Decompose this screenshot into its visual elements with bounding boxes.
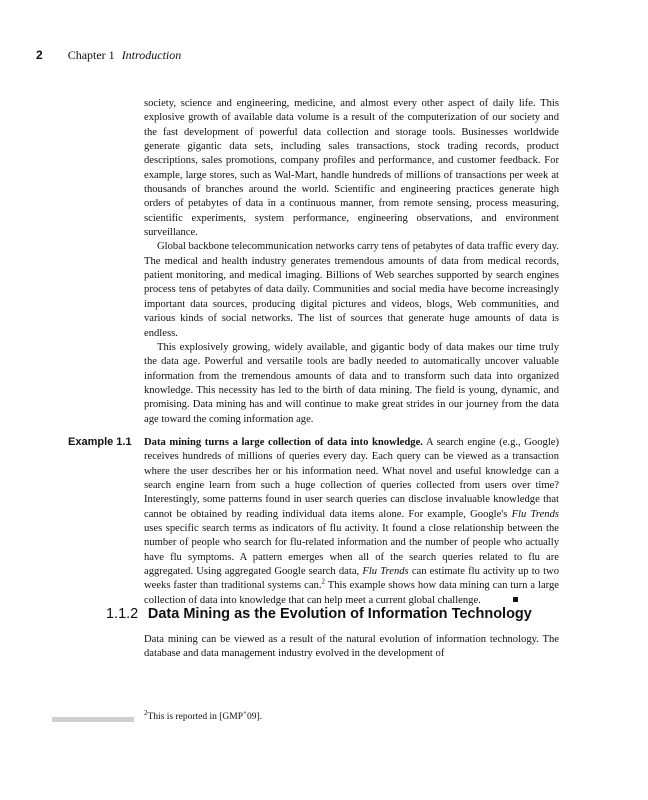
intro-paragraph-3: This explosively growing, widely available, and gigantic body of data makes our time truly the data age. Powerful and versatile tools are badly needed to automatically uncover valuable information from the tremendous amounts of data and to transform such data into organized knowledge. This necessity has led to the birth of data mining. The field is young, dynamic, and promising. Data mining has and will continue to make great strides in our journey from the data age toward the coming information age. (144, 341, 559, 425)
footnote-reference: 2 (321, 577, 325, 586)
page-number: 2 (36, 48, 43, 62)
footnote-mark: 2 (144, 708, 148, 717)
example-text-4: This example shows how data mining can turn a large collection of data into knowledge that can help meet a current global challenge. (144, 580, 559, 606)
example-label: Example 1.1 (68, 436, 132, 448)
example-text-1: A search engine (e.g., Google) receives hundreds of millions of queries every day. Each query can be viewed as a transaction where the user describes her or his information need. What novel and useful knowledge can a search engine learn from such a huge collection of queries collected from users over time? Interestingly, some patterns found in user search queries can disclose invaluable knowledge that cannot be obtained by reading individual data items alone. For example, Google's (144, 437, 559, 520)
example-text-3: can estimate flu activity up to two weeks faster than traditional systems can. (144, 566, 559, 592)
example-paragraph (144, 436, 559, 608)
intro-text (144, 97, 559, 427)
section-heading (106, 606, 532, 623)
section-title: Data Mining as the Evolution of Information Technology (147, 606, 532, 622)
example-block (144, 436, 559, 608)
footnote-text-end: 09]. (246, 712, 263, 722)
footnote-rule (52, 717, 134, 722)
flu-trends-term-1: Flu Trends (511, 508, 559, 520)
section-body (144, 633, 559, 662)
example-text-2: uses specific search terms as indicators of flu activity. It found a close relationship between the number of people who search for flu-related information and the number of people who actually have flu symptoms. A pattern emerges when all of the search queries related to flu are aggregated. Using aggregated Google search data, (144, 523, 559, 578)
footnote-sup: + (243, 708, 247, 717)
section-number: 1.1.2 (106, 606, 139, 622)
footnote (144, 708, 263, 722)
chapter-title: Introduction (121, 48, 182, 62)
intro-paragraph-1: society, science and engineering, medicine, and almost every other aspect of daily life. This explosive growth of available data volume is a result of the computerization of our society and the fast development of powerful data collection and storage tools. Businesses worldwide generate gigantic data sets, including sales transactions, stock trading records, product descriptions, sales promotions, company profiles and performance, and customer feedback. For example, large stores, such as Wal-Mart, handle hundreds of millions of transactions per week at thousands of branches around the world. Scientific and engineering practices generate high orders of petabytes of data in a continuous manner, from remote sensing, process measuring, scientific experiments, system performance, engineering observations, and environment surveillance. (144, 98, 559, 239)
example-lead: Data mining turns a large collection of data into knowledge. (144, 437, 423, 448)
running-head (36, 48, 181, 63)
intro-paragraph-2: Global backbone telecommunication networks carry tens of petabytes of data traffic every day. The medical and health industry generates tremendous amounts of data from medical records, patient monitoring, and medical imaging. Billions of Web searches supported by search engines process tens of petabytes of data daily. Communities and social media have become increasingly important data sources, producing digital pictures and videos, blogs, Web communities, and various kinds of social networks. The list of sources that generate huge amounts of data is endless. (144, 241, 559, 339)
flu-trends-term-2: Flu Trends (362, 566, 409, 578)
chapter-label: Chapter 1 (67, 48, 115, 62)
section-paragraph: Data mining can be viewed as a result of the natural evolution of information technology. The database and data management industry evolved in the development of (144, 634, 559, 660)
end-of-example-icon (513, 597, 518, 602)
footnote-text: This is reported in [GMP (147, 712, 244, 722)
